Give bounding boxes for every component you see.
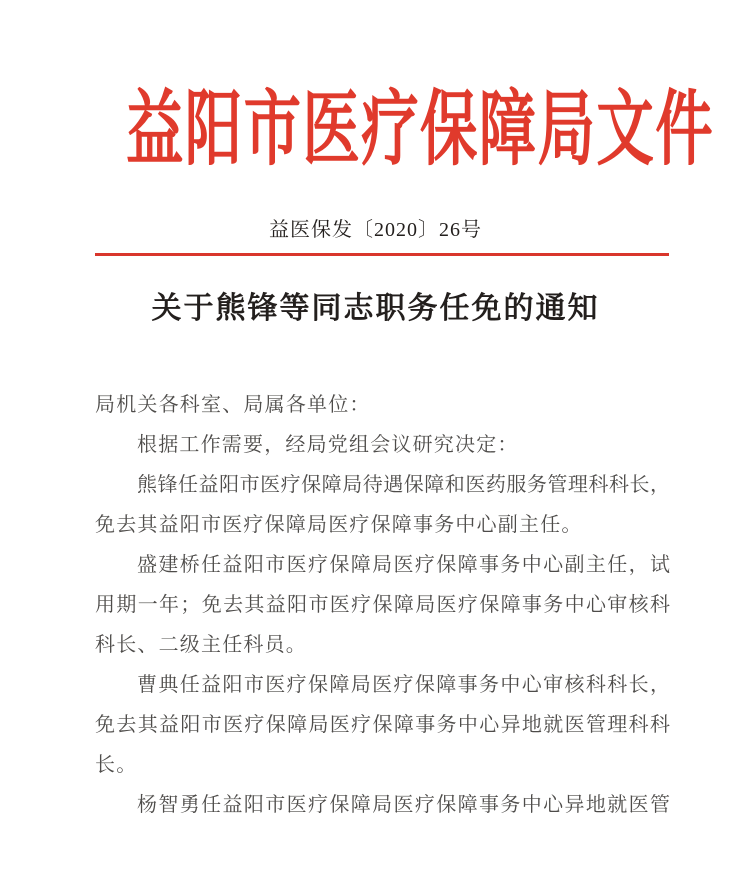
- body-line-salutation: 局机关各科室、局属各单位：: [95, 394, 371, 416]
- document-number: 益医保发〔2020〕26号: [269, 219, 482, 241]
- body-line: 盛建桥任益阳市医疗保障局医疗保障事务中心副主任，试: [137, 554, 670, 576]
- body-line: 长。: [95, 754, 138, 776]
- agency-banner: [0, 86, 751, 174]
- body-line: 免去其益阳市医疗保障局医疗保障事务中心异地就医管理科科: [95, 714, 670, 736]
- body-line: 熊锋任益阳市医疗保障局待遇保障和医药服务管理科科长，: [137, 474, 670, 496]
- document-body: [95, 385, 670, 825]
- agency-name-heading: 益阳市医疗保障局文件: [126, 84, 715, 175]
- body-line: 杨智勇任益阳市医疗保障局医疗保障事务中心异地就医管: [137, 794, 670, 816]
- body-line: 曹典任益阳市医疗保障局医疗保障事务中心审核科科长，: [137, 674, 670, 696]
- red-divider-line: [95, 253, 669, 256]
- body-line: 科长、二级主任科员。: [95, 634, 307, 656]
- body-line: 免去其益阳市医疗保障局医疗保障事务中心副主任。: [95, 514, 583, 536]
- notice-title: 关于熊锋等同志职务任免的通知: [151, 292, 600, 325]
- body-line: 用期一年；免去其益阳市医疗保障局医疗保障事务中心审核科: [95, 594, 670, 616]
- body-line: 根据工作需要，经局党组会议研究决定：: [137, 434, 519, 456]
